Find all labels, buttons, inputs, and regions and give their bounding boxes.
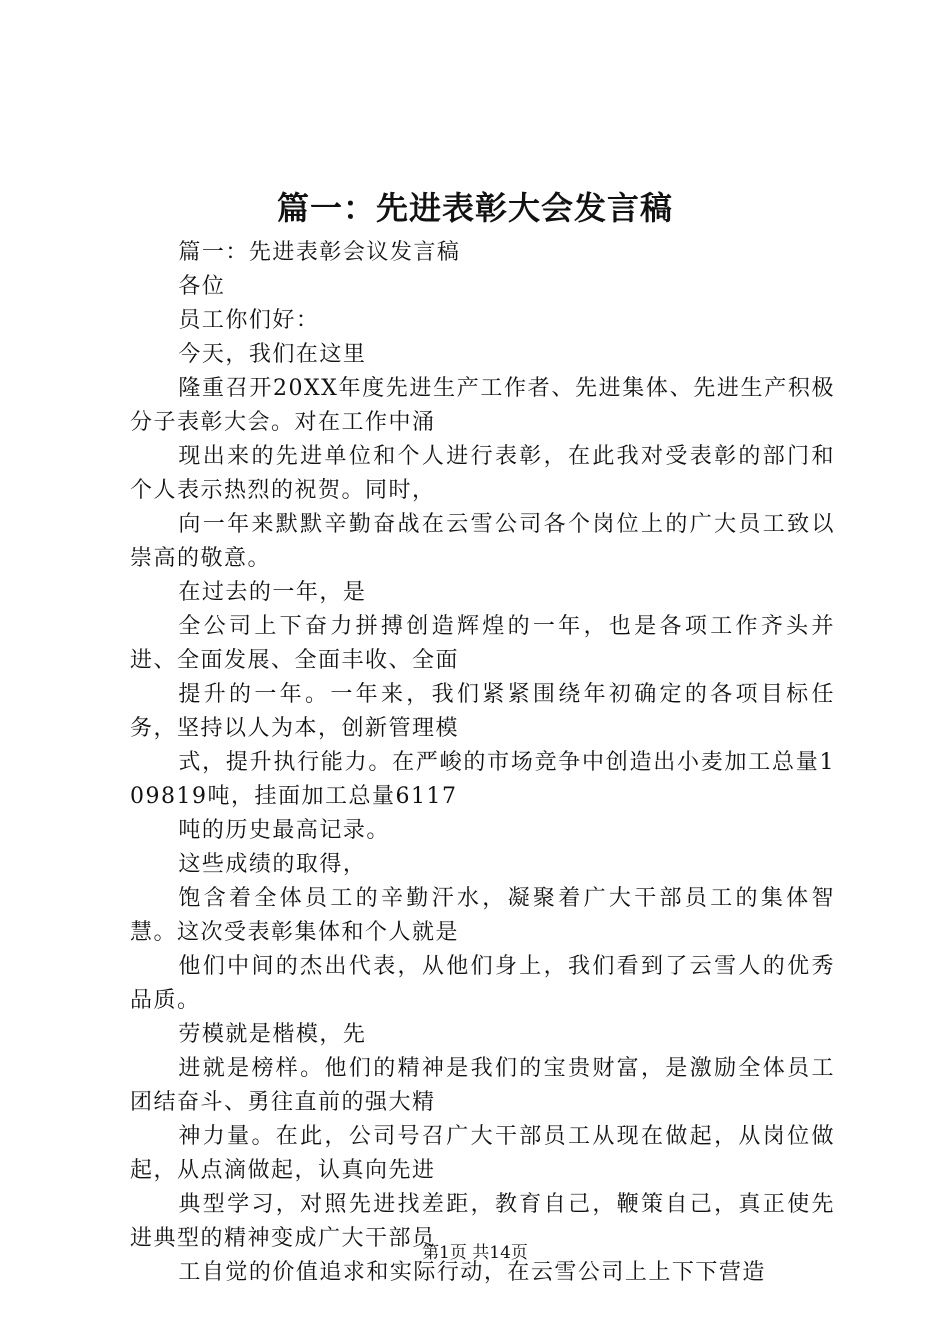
document-title: 篇一：先进表彰大会发言稿 [276, 189, 673, 227]
paragraph: 他们中间的杰出代表，从他们身上，我们看到了云雪人的优秀品质。 [130, 954, 835, 1013]
paragraph: 式，提升执行能力。在严峻的市场竞争中创造出小麦加工总量109819吨，挂面加工总量6117 [130, 750, 835, 809]
paragraph: 向一年来默默辛勤奋战在云雪公司各个岗位上的广大员工致以崇高的敬意。 [130, 512, 835, 571]
paragraph: 劳模就是楷模，先 [178, 1022, 367, 1047]
paragraph: 今天，我们在这里 [178, 342, 367, 367]
document-body [130, 236, 835, 1290]
paragraph: 提升的一年。一年来，我们紧紧围绕年初确定的各项目标任务，坚持以人为本，创新管理模 [130, 682, 835, 741]
paragraph: 在过去的一年，是 [178, 580, 367, 605]
paragraph: 饱含着全体员工的辛勤汗水，凝聚着广大干部员工的集体智慧。这次受表彰集体和个人就是 [130, 886, 835, 945]
paragraph: 隆重召开20XX年度先进生产工作者、先进集体、先进生产积极分子表彰大会。对在工作中涌 [130, 376, 835, 435]
paragraph: 各位 [178, 274, 226, 299]
paragraph: 这些成绩的取得， [178, 852, 367, 877]
paragraph: 工自觉的价值追求和实际行动，在云雪公司上上下下营造 [178, 1260, 766, 1285]
paragraph: 进就是榜样。他们的精神是我们的宝贵财富，是激励全体员工团结奋斗、勇往直前的强大精 [130, 1056, 835, 1115]
paragraph: 员工你们好： [178, 308, 320, 333]
paragraph: 神力量。在此，公司号召广大干部员工从现在做起，从岗位做起，从点滴做起，认真向先进 [130, 1124, 835, 1183]
page-footer: 第1页 共14页 [422, 1243, 528, 1263]
paragraph: 现出来的先进单位和个人进行表彰，在此我对受表彰的部门和个人表示热烈的祝贺。同时， [130, 444, 835, 503]
paragraph: 典型学习，对照先进找差距，教育自己，鞭策自己，真正使先进典型的精神变成广大干部员 [130, 1192, 835, 1251]
paragraph: 全公司上下奋力拼搏创造辉煌的一年，也是各项工作齐头并进、全面发展、全面丰收、全面 [130, 614, 835, 673]
paragraph: 篇一：先进表彰会议发言稿 [178, 240, 461, 265]
paragraph: 吨的历史最高记录。 [178, 818, 390, 843]
